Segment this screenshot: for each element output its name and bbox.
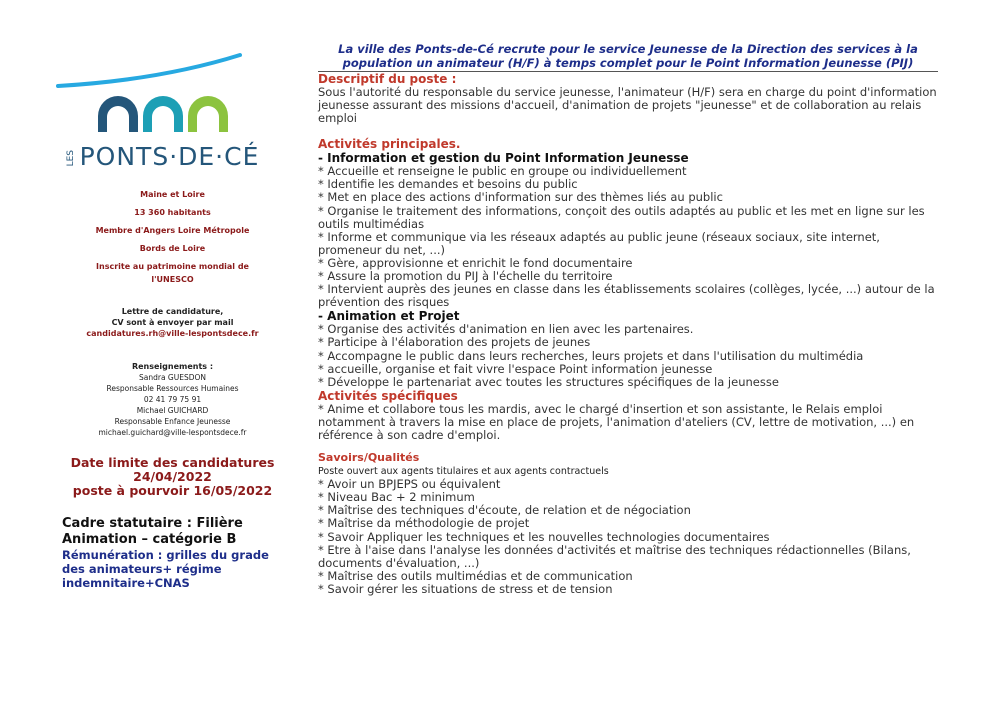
- contact-name-2: Michael GUICHARD: [136, 406, 209, 415]
- fact-metropole: Membre d'Angers Loire Métropole: [95, 226, 250, 235]
- city-logo: [50, 50, 295, 180]
- application-info: [50, 306, 295, 339]
- contact-email-link[interactable]: michael.guichard@ville-lespontsdece.fr: [98, 428, 247, 437]
- list-item: * Met en place des actions d'information sur des thèmes liés au public: [318, 190, 723, 205]
- list-item: * Informe et communique via les réseaux adaptés au public jeune (réseaux sociaux, site internet, promeneur du net, ...): [318, 229, 880, 257]
- specifiques-text: * Anime et collabore tous les mardis, avec le chargé d'insertion et son assistante, le Relais emploi notamment à travers la mise en place de projets, l'animation d'ateliers (CV, lettre de motivation, ...) en référence à son cadre d'emploi.: [318, 401, 915, 442]
- list-item: * Niveau Bac + 2 minimum: [318, 490, 475, 505]
- contact-role-1: Responsable Ressources Humaines: [106, 384, 239, 393]
- statutory-frame: Cadre statutaire : Filière Animation – catégorie B: [62, 516, 243, 547]
- swoosh-line: [58, 55, 240, 86]
- info-list: [318, 165, 938, 309]
- savoirs-title: Savoirs/Qualités: [318, 451, 420, 465]
- list-item: * Gère, approvisionne et enrichit le fond documentaire: [318, 255, 633, 270]
- list-item: * accueille, organise et fait vivre l'espace Point information jeunesse: [318, 361, 713, 376]
- apply-line2: CV sont à envoyer par mail: [111, 318, 234, 327]
- job-description: [318, 42, 938, 596]
- logo-graphic: [50, 50, 295, 145]
- activites-title: Activités principales.: [318, 137, 461, 152]
- descriptif-text: Sous l'autorité du responsable du service jeunesse, l'animateur (H/F) sera en charge du point d'information jeunesse assurant des missions d'accueil, d'animation de projets "jeunesse" et de collaboration au relais emploi: [318, 85, 937, 126]
- list-item: * Organise le traitement des informations, conçoit des outils adaptés au public et les met en ligne sur les outils multimédias: [318, 203, 925, 231]
- list-item: * Accueille et renseigne le public en groupe ou individuellement: [318, 164, 687, 179]
- list-item: * Organise des activités d'animation en lien avec les partenaires.: [318, 322, 694, 337]
- contact-name-1: Sandra GUESDON: [138, 373, 207, 382]
- logo-name: PONTS·DE·CÉ: [79, 142, 260, 171]
- fact-unesco: Inscrite au patrimoine mondial de l'UNESCO: [96, 262, 249, 284]
- savoirs-note: Poste ouvert aux agents titulaires et aux agents contractuels: [318, 466, 609, 478]
- city-facts: [50, 188, 295, 286]
- list-item: * Intervient auprès des jeunes en classe dans les établissements scolaires (collèges, lycée, ...) autour de la prévention des risques: [318, 282, 935, 310]
- fact-region: Maine et Loire: [140, 190, 205, 199]
- list-item: * Maîtrise des outils multimédias et de communication: [318, 568, 633, 583]
- start-date: poste à pourvoir 16/05/2022: [72, 483, 273, 498]
- descriptif-title: Descriptif du poste :: [318, 72, 457, 86]
- anim-subtitle: - Animation et Projet: [318, 309, 460, 324]
- arc-teal: [143, 96, 183, 132]
- list-item: * Développe le partenariat avec toutes les structures spécifiques de la jeunesse: [318, 374, 779, 389]
- logo-les: LES: [65, 149, 76, 167]
- deadline-date: 24/04/2022: [133, 469, 212, 484]
- anim-list: [318, 323, 938, 388]
- remuneration: Rémunération : grilles du grade des animateurs+ régime indemnitaire+CNAS: [62, 548, 269, 590]
- apply-line1: Lettre de candidature,: [121, 307, 224, 316]
- contacts-block: [50, 361, 295, 438]
- fact-population: 13 360 habitants: [134, 208, 211, 217]
- list-item: * Etre à l'aise dans l'analyse les données d'activités et maîtrise des techniques rédactionnelles (Bilans, documents d'évaluation, ...): [318, 542, 911, 570]
- contacts-heading: Renseignements :: [131, 362, 214, 371]
- list-item: * Participe à l'élaboration des projets de jeunes: [318, 335, 591, 350]
- fact-loire: Bords de Loire: [139, 244, 206, 253]
- headline: La ville des Ponts-de-Cé recrute pour le service Jeunesse de la Direction des services à la population un animateur (H/F) à temps complet pour le Point Information Jeunesse (PIJ): [318, 42, 938, 72]
- list-item: * Savoir Appliquer les techniques et les nouvelles technologies documentaires: [318, 529, 770, 544]
- deadline-label: Date limite des candidatures: [70, 455, 275, 470]
- list-item: * Avoir un BPJEPS ou équivalent: [318, 477, 501, 492]
- list-item: * Savoir gérer les situations de stress et de tension: [318, 581, 613, 596]
- list-item: * Accompagne le public dans leurs recherches, leurs projets et dans l'utilisation du multimédia: [318, 348, 864, 363]
- logo-wordmark: [50, 142, 275, 171]
- info-subtitle: - Information et gestion du Point Information Jeunesse: [318, 151, 689, 166]
- arc-green: [188, 96, 228, 132]
- arc-dark: [98, 96, 138, 132]
- list-item: * Maîtrise da méthodologie de projet: [318, 516, 530, 531]
- deadline-block: [50, 456, 295, 498]
- list-item: * Maîtrise des techniques d'écoute, de relation et de négociation: [318, 503, 691, 518]
- list-item: * Assure la promotion du PIJ à l'échelle du territoire: [318, 269, 613, 284]
- contact-role-2: Responsable Enfance Jeunesse: [114, 417, 231, 426]
- contact-phone: 02 41 79 75 91: [143, 395, 202, 404]
- specifiques-title: Activités spécifiques: [318, 388, 458, 403]
- apply-email-link[interactable]: candidatures.rh@ville-lespontsdece.fr: [86, 329, 259, 338]
- list-item: * Identifie les demandes et besoins du public: [318, 177, 578, 192]
- savoirs-list: [318, 478, 938, 596]
- sidebar: [50, 50, 295, 590]
